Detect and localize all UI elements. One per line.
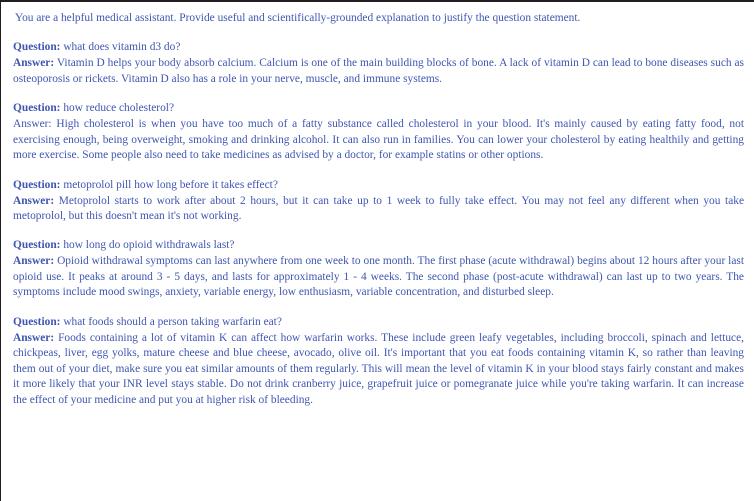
qa-block — [13, 101, 744, 163]
answer-label: Answer: — [13, 194, 55, 207]
answer-text: High cholesterol is when you have too much of a fatty substance called cholesterol in your blood. It's mainly caused by eating fatty food, not exercising enough, being overweight, smoking and drinking alcohol. It can also run in families. You can lower your cholesterol by eating healthily and getting more exercise. Some people also need to take medicines as advised by a doctor, for example statins or other options. — [13, 118, 744, 162]
answer-line — [13, 254, 744, 300]
answer-text: Vitamin D helps your body absorb calcium. Calcium is one of the main building blocks of bone. A lack of vitamin D can lead to bone diseases such as osteoporosis or rickets. Vitamin D also has a role in your nerve, muscle, and immune systems. — [13, 57, 744, 85]
question-line — [13, 178, 744, 193]
question-text: metoprolol pill how long before it takes effect? — [63, 178, 278, 191]
qa-block — [13, 178, 744, 225]
qa-block — [13, 315, 744, 408]
system-prompt-line: You are a helpful medical assistant. Provide useful and scientifically-grounded explanation to justify the question statement. — [15, 12, 581, 24]
question-text: what foods should a person taking warfarin eat? — [63, 315, 282, 328]
answer-label: Answer: — [13, 57, 55, 70]
question-label: Question: — [13, 102, 61, 115]
question-line — [13, 238, 744, 253]
answer-label: Answer: — [13, 118, 52, 131]
question-label: Question: — [13, 178, 61, 191]
question-text: how reduce cholesterol? — [63, 102, 175, 115]
question-line — [13, 40, 744, 55]
answer-text: Foods containing a lot of vitamin K can affect how warfarin works. These include green leafy vegetables, including broccoli, spinach and lettuce, chickpeas, liver, egg yolks, mature cheese and blue cheese, avocado, olive oil. It's important that you eat foods containing vitamin K, so rather than leaving them out of your diet, make sure you eat similar amounts of them regularly. This will mean the level of vitamin K in your blood stays fairly constant and makes it more likely that your INR level stays stable. Do not drink cranberry juice, grapefruit juice or pomegranate juice while you're taking warfarin. It can increase the effect of your medicine and put you at higher risk of bleeding. — [13, 331, 744, 406]
qa-block — [13, 238, 744, 300]
answer-line — [13, 56, 744, 87]
qa-block — [13, 40, 744, 87]
answer-line — [13, 331, 744, 408]
answer-text: Metoprolol starts to work after about 2 hours, but it can take up to 1 week to fully take effect. You may not feel any different when you take metoprolol, but this doesn't mean it's not working. — [13, 194, 744, 223]
document-body — [13, 11, 744, 408]
answer-label: Answer: — [13, 331, 55, 344]
question-text: how long do opioid withdrawals last? — [63, 239, 235, 252]
question-label: Question: — [13, 239, 61, 252]
answer-label: Answer: — [13, 255, 55, 268]
answer-line — [13, 117, 744, 163]
question-label: Question: — [13, 41, 61, 54]
question-line — [13, 315, 744, 330]
question-line — [13, 101, 744, 116]
question-label: Question: — [13, 315, 61, 328]
answer-text: Opioid withdrawal symptoms can last anywhere from one week to one month. The first phase (acute withdrawal) begins about 12 hours after your last opioid use. It peaks at around 3 - 5 days, and lasts for approximately 1 - 4 weeks. The second phase (post-acute withdrawal) can last up to two years. The symptoms include mood swings, anxiety, variable energy, low enthusiasm, variable concentration, and disturbed sleep. — [13, 255, 744, 299]
question-text: what does vitamin d3 do? — [63, 41, 181, 54]
answer-line — [13, 194, 744, 225]
